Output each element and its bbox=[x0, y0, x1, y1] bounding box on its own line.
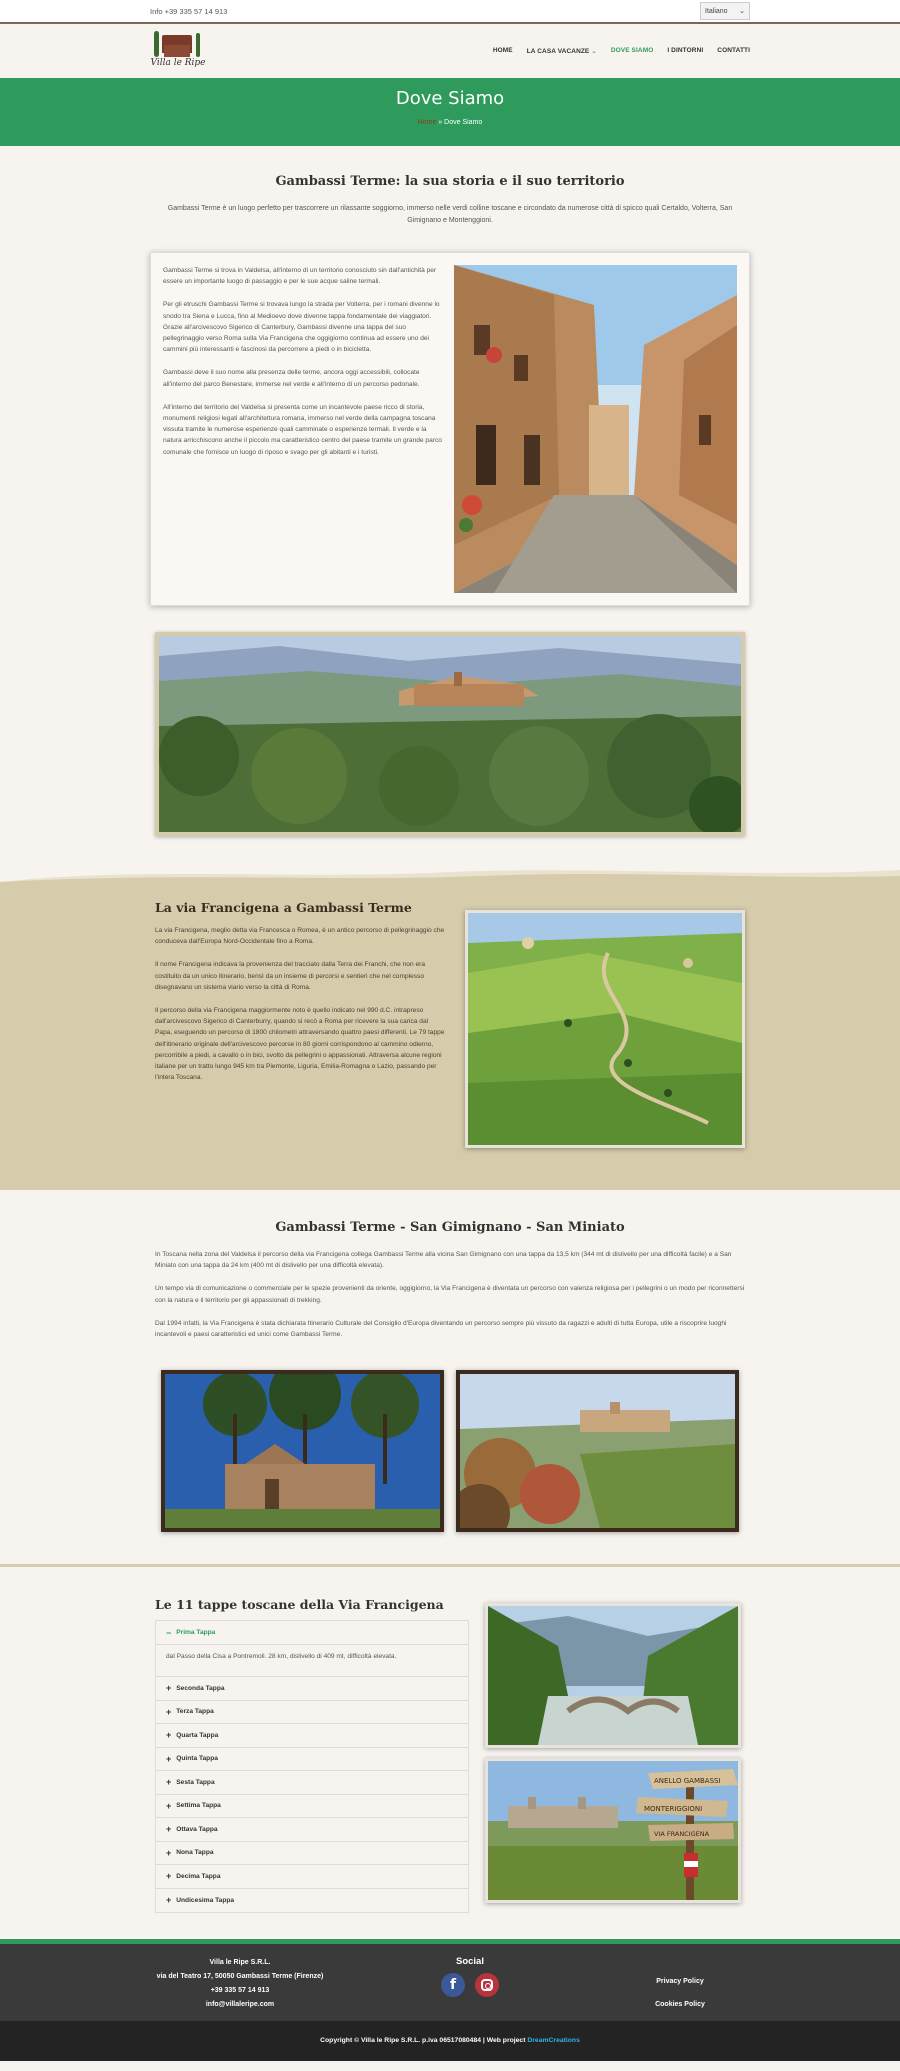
page-hero bbox=[0, 78, 900, 146]
gimignano-paragraph: In Toscana nella zona del Valdelsa il percorso della via Francigena collega Gambassi Terme alla vicina San Gimignano con una tappa da 13,5 km (344 mt di dislivello per una difficoltà facile) e a San Miniato con una tappa da 24 km (400 mt di dislivello per una difficoltà elevata). bbox=[155, 1251, 732, 1270]
breadcrumb-current: Dove Siamo bbox=[444, 119, 483, 126]
accordion-label: Settima Tappa bbox=[176, 1802, 221, 1810]
history-paragraph: Gambassi Terme si trova in Valdelsa, all'interno di un territorio conosciuto sin dall'antichità per essere un importante luogo di passaggio e per le sue acque saline termali. bbox=[163, 267, 437, 286]
breadcrumb-home[interactable]: Home bbox=[417, 119, 437, 126]
plus-icon: + bbox=[166, 1895, 172, 1906]
header bbox=[0, 24, 900, 78]
accordion-label: Sesta Tappa bbox=[176, 1778, 215, 1786]
nav-dove-siamo[interactable]: DOVE SIAMO bbox=[610, 47, 654, 54]
plus-icon: + bbox=[166, 1871, 172, 1882]
company-name: Villa le Ripe S.R.L. bbox=[209, 1959, 271, 1967]
plus-icon: + bbox=[166, 1753, 172, 1764]
nav-home[interactable]: HOME bbox=[492, 47, 513, 54]
tappe-accordion bbox=[155, 1620, 469, 1913]
accordion-label: Seconda Tappa bbox=[176, 1684, 225, 1692]
bridge-photo bbox=[485, 1603, 741, 1748]
copyright-bar bbox=[0, 2021, 900, 2061]
instagram-icon[interactable] bbox=[475, 1973, 499, 1997]
footer-social bbox=[410, 1956, 530, 2016]
nav-casa-label: LA CASA VACANZE bbox=[526, 48, 590, 55]
minus-icon: − bbox=[166, 1627, 172, 1638]
accordion-label: Prima Tappa bbox=[176, 1629, 216, 1637]
accordion-item[interactable] bbox=[156, 1677, 468, 1701]
plus-icon: + bbox=[166, 1777, 172, 1788]
copyright-text: Copyright © Villa le Ripe S.R.L. p.iva 06517080484 | Web project bbox=[320, 2037, 528, 2045]
wave-divider bbox=[0, 866, 900, 882]
accordion-label: Quinta Tappa bbox=[176, 1755, 218, 1763]
sign-text: MONTERIGGIONI bbox=[644, 1805, 703, 1814]
accordion-item[interactable] bbox=[156, 1771, 468, 1795]
gimignano-paragraph: Dal 1994 infatti, la Via Francigena è stata dichiarata Itinerario Culturale del Consiglio d'Europa diventando un percorso sempre più vissuto da ragazzi e adulti di tutta Europa, utile a riscoprire luoghi incantevoli e paesi caratteristici ed unici come Gambassi Terme. bbox=[155, 1319, 727, 1339]
accordion-label: Quarta Tappa bbox=[176, 1731, 219, 1739]
francigena-paragraph: Il nome Francigena indicava la provenienza del tracciato dalla Terra dei Franchi, che non era costituito da un unico itinerario, bensì da un insieme di percorsi e sentieri che nel complesso disegnavano un sistema viario verso la città di Roma. bbox=[155, 961, 426, 991]
gimignano-section bbox=[155, 1190, 745, 1532]
accordion-item[interactable] bbox=[156, 1748, 468, 1772]
history-paragraph: Gambassi deve il suo nome alla presenza delle terme, ancora oggi accessibili, collocate all'interno del parco Benestare, immerse nel verde e all'interno di un percorso pedonale. bbox=[163, 369, 420, 388]
church-photo bbox=[161, 1370, 444, 1532]
accordion-body: dal Passo della Cisa a Pontremoli. 28 km, dislivello di 409 mt, difficoltà elevata. bbox=[156, 1645, 468, 1677]
nav-casa-vacanze[interactable] bbox=[527, 47, 597, 55]
plus-icon: + bbox=[166, 1706, 172, 1717]
footer-links bbox=[600, 1956, 760, 2016]
chevron-down-icon: ⌄ bbox=[739, 8, 745, 15]
accordion-item[interactable] bbox=[156, 1795, 468, 1819]
tappe-section bbox=[155, 1567, 745, 1913]
accordion-header-open[interactable] bbox=[156, 1621, 468, 1645]
facebook-icon[interactable]: f bbox=[441, 1973, 465, 1997]
history-paragraph: All'interno del territorio del Valdelsa si presenta come un incantevole paese ricco di storia, monumenti religiosi legati all'architettura romana, immerso nel verde della campagna toscana vissuta tramite le numerose esperienze quali camminate o esperienze termali. Il verde e la natura arricchiscono anche il piccolo ma caratteristico centro del paese tramite un grande parco comunale che fornisce un luogo di riposo e svago per gli abitanti e i turisti. bbox=[163, 403, 442, 456]
hills-photo bbox=[465, 910, 745, 1148]
signpost-photo bbox=[485, 1758, 741, 1903]
village-photo bbox=[456, 1370, 739, 1532]
accordion-item[interactable] bbox=[156, 1842, 468, 1866]
accordion-item[interactable] bbox=[156, 1889, 468, 1913]
page-title: Dove Siamo bbox=[395, 88, 505, 109]
tappe-title: Le 11 tappe toscane della Via Francigena bbox=[155, 1597, 444, 1613]
main-nav bbox=[493, 47, 750, 55]
sign-text: ANELLO GAMBASSI bbox=[654, 1777, 721, 1786]
breadcrumb-separator: » bbox=[436, 119, 445, 126]
cookies-link[interactable]: Cookies Policy bbox=[655, 2001, 705, 2009]
accordion-label: Ottava Tappa bbox=[176, 1825, 218, 1833]
intro-section bbox=[150, 146, 750, 227]
top-bar bbox=[0, 0, 900, 24]
plus-icon: + bbox=[166, 1847, 172, 1858]
nav-dintorni[interactable]: I DINTORNI bbox=[667, 47, 704, 54]
accordion-item[interactable] bbox=[156, 1724, 468, 1748]
footer-company bbox=[140, 1956, 340, 2016]
gimignano-paragraph: Un tempo via di comunicazione o commerciale per le spezie provenienti da oriente, oggigiorno, la Via Francigena è diventata un percorso con valenza religiosa per i pellegrini o un modo per riconnettersi con la natura e il territorio per gli appassionati di trekking. bbox=[155, 1285, 745, 1304]
history-paragraph: Per gli etruschi Gambassi Terme si trovava lungo la strada per Volterra, per i romani divenne lo snodo tra Siena e Lucca, fino al Medioevo dove divenne tappa fondamentale dei viaggiatori. Grazie all'arcivescovo Sigerico di Canterbury, Gambassi divenne una tappa del suo pellegrinaggio verso Roma sulla Via Francigena che oggigiorno continua ad essere uno dei cammini più interessanti e fascinosi da percorrere a piedi o in bicicletta. bbox=[163, 301, 440, 354]
accordion-label: Undicesima Tappa bbox=[176, 1896, 235, 1904]
logo[interactable] bbox=[150, 29, 206, 73]
nav-contatti[interactable]: CONTATTI bbox=[717, 47, 750, 54]
francigena-paragraph: La via Francigena, meglio detta via Francesca o Romea, è un antico percorso di pellegrinaggio che conduceva dall'Europa Nord-Occidentale fino a Roma. bbox=[155, 927, 445, 946]
history-box bbox=[150, 252, 750, 606]
developer-link[interactable]: DreamCreations bbox=[527, 2037, 580, 2045]
francigena-title: La via Francigena a Gambassi Terme bbox=[155, 900, 412, 915]
francigena-section bbox=[0, 882, 900, 1190]
accordion-item[interactable] bbox=[156, 1818, 468, 1842]
sign-text: VIA FRANCIGENA bbox=[654, 1830, 710, 1839]
plus-icon: + bbox=[166, 1683, 172, 1694]
accordion-label: Decima Tappa bbox=[176, 1872, 221, 1880]
social-title: Social bbox=[456, 1956, 484, 1968]
intro-text: Gambassi Terme è un luogo perfetto per trascorrere un rilassante soggiorno, immerso nelle verdi colline toscane e circondato da numerose città di spicco quali Certaldo, Volterra, San Gimignano e Montenggioni. bbox=[167, 205, 733, 224]
intro-title: Gambassi Terme: la sua storia e il suo territorio bbox=[275, 174, 625, 189]
company-email[interactable]: info@villaleripe.com bbox=[205, 2001, 275, 2009]
plus-icon: + bbox=[166, 1824, 172, 1835]
gimignano-title: Gambassi Terme - San Gimignano - San Miniato bbox=[275, 1220, 625, 1235]
accordion-item[interactable] bbox=[156, 1701, 468, 1725]
privacy-link[interactable]: Privacy Policy bbox=[656, 1978, 704, 1986]
francigena-paragraph: Il percorso della via Francigena maggiormente noto è quello indicato nel 990 d.C. intrapreso dall'arcivescovo Sigerico di Canterburry, quando si recò a Roma per ricevere la sua carica dal Papa, eseguendo un percorso di 1800 chilometri attraversando quattro paesi differenti. Le 79 tappe dell'itinerario originale dell'arcivescovo percorse in 80 giorni corrispondono al cammino odierno, percorribile a piedi, a cavallo o in bici, svolto da pellegrini o appassionati. Attraversa alcune regioni italiane per un tratto lungo 945 km tra Piemonte, Liguria, Emilia-Romagna o Lazio, passando per l'intera Toscana. bbox=[155, 1007, 445, 1082]
accordion-item[interactable] bbox=[156, 1865, 468, 1889]
street-photo bbox=[454, 265, 737, 593]
footer bbox=[0, 1939, 900, 2021]
logo-text: Villa le Ripe bbox=[150, 58, 206, 68]
accordion-label: Nona Tappa bbox=[176, 1849, 214, 1857]
accordion-label: Terza Tappa bbox=[176, 1708, 214, 1716]
contact-info[interactable]: Info +39 335 57 14 913 bbox=[150, 6, 228, 16]
chevron-down-icon: ⌄ bbox=[591, 48, 597, 55]
language-value: Italiano bbox=[705, 7, 728, 15]
plus-icon: + bbox=[166, 1730, 172, 1741]
language-select[interactable] bbox=[700, 2, 750, 20]
breadcrumb bbox=[0, 119, 900, 126]
company-phone[interactable]: +39 335 57 14 913 bbox=[210, 1987, 270, 1995]
company-address: via del Teatro 17, 50050 Gambassi Terme (Firenze) bbox=[156, 1973, 324, 1981]
plus-icon: + bbox=[166, 1800, 172, 1811]
panorama-photo bbox=[155, 632, 745, 836]
